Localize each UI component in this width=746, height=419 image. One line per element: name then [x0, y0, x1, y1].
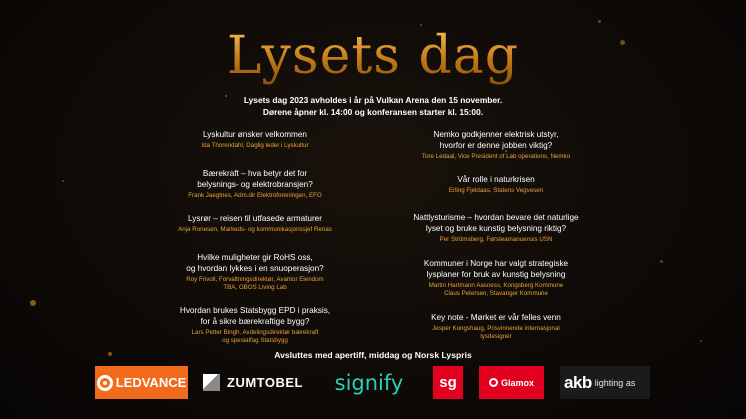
- ledvance-mark-icon: [97, 375, 113, 391]
- agenda-item-title: Vår rolle i naturkrisen: [457, 175, 535, 184]
- agenda-item-speaker: lysdesigner: [480, 333, 512, 341]
- agenda-item: [150, 168, 360, 200]
- agenda-item-speaker: Roy Frivoll, Forvaltningsdirektør, Avantor Eiendom: [186, 276, 324, 283]
- agenda-item-title: lyset og bruke kunstig belysning riktig?: [425, 224, 567, 233]
- agenda-item: [150, 129, 360, 150]
- agenda-item-title: Hvilke muligheter gir RoHS oss,: [197, 253, 313, 262]
- agenda-item: [150, 252, 360, 293]
- agenda-item-speaker: Frank Jaegtnes, Adm.dir Elektroforeningen, EFO: [188, 192, 322, 199]
- agenda-item-speaker: Lars Petter Bingh, Avdelingsdirektør bærekraft: [191, 329, 319, 336]
- glamox-mark-icon: [489, 378, 498, 387]
- agenda-item-title: belysnings- og elektrobransjen?: [197, 180, 313, 189]
- agenda-item-speaker: Tore Ledaal, Vice President of Lab operations, Nemko: [421, 153, 571, 160]
- agenda-item: [150, 213, 360, 234]
- signify-logo: [322, 366, 416, 399]
- agenda-item-title: Lysrør – reisen til utfasede armaturer: [188, 214, 322, 223]
- agenda-item-speaker: Ida Thorendahl, Daglig leder i Lyskultur: [201, 142, 309, 149]
- agenda-item: [150, 305, 360, 346]
- agenda-item-speaker: Erling Fjeldaas, Statens Vegvesen: [448, 187, 544, 194]
- agenda-item-speaker: TBA, OBOS Living Lab: [223, 284, 287, 292]
- agenda-item-title: Key note - Mørket er vår felles venn: [431, 313, 561, 322]
- agenda-item-title: Kommuner i Norge har valgt strategiske: [423, 259, 569, 268]
- glamox-logo-text: Glamox: [500, 377, 534, 388]
- agenda-item-title: Bærekraft – hva betyr det for: [202, 169, 308, 178]
- ledvance-logo: [95, 366, 188, 399]
- agenda-item: [385, 129, 607, 161]
- zumtobel-logo: [203, 366, 309, 399]
- agenda-item-title: hvorfor er denne jobben viktig?: [439, 141, 553, 150]
- agenda-item-speaker: Anja Ronesen, Markeds- og kommunikasjonssjef Renas: [178, 226, 332, 233]
- akb-logo: [560, 366, 650, 399]
- signify-logo-text: signify: [334, 370, 404, 395]
- agenda-item: [385, 212, 607, 244]
- intro-line: Lysets dag 2023 avholdes i år på Vulkan Arena den 15 november.: [243, 95, 503, 105]
- agenda-item: [385, 174, 607, 195]
- agenda-item-speaker: Claus Petersen, Stavanger Kommune: [444, 290, 548, 298]
- glamox-logo: [479, 366, 544, 399]
- sg-logo-text: sg: [439, 374, 457, 391]
- ledvance-logo-text: LEDVANCE: [115, 375, 187, 390]
- akb-logo-text: akb: [564, 372, 592, 392]
- agenda-item-speaker: og spesialfag Statsbygg: [222, 337, 288, 345]
- page-title: Lysets dag: [0, 26, 746, 86]
- agenda-item-title: Lyskultur ønsker velkommen: [203, 130, 307, 139]
- agenda-item-speaker: Jesper Kongshaug, Prisvinnende internasjonal: [432, 325, 560, 332]
- akb-logo-subtext: lighting as: [594, 377, 636, 388]
- intro-text: [0, 95, 746, 118]
- sg-logo: [433, 366, 463, 399]
- agenda-item-speaker: Martin Hartmann Aasness, Kongsberg Kommune: [428, 282, 564, 289]
- agenda-item-title: lysplaner for bruk av kunstig belysning: [426, 270, 566, 279]
- agenda-item-title: Hvordan brukes Statsbygg EPD i praksis,: [179, 306, 331, 315]
- agenda-item-title: for å sikre bærekraftige bygg?: [200, 317, 310, 326]
- agenda-item-speaker: Per Strömsberg, Førsteamanuensis USN: [439, 236, 553, 243]
- agenda-item: [385, 258, 607, 299]
- agenda-item-title: og hvordan lykkes i en snuoperasjon?: [186, 264, 324, 273]
- agenda-item-title: Nemko godkjenner elektrisk utstyr,: [433, 130, 559, 139]
- closing-text: Avsluttes med apertiff, middag og Norsk Lyspris: [274, 350, 472, 360]
- zumtobel-logo-text: ZUMTOBEL: [227, 375, 303, 390]
- intro-line: Dørene åpner kl. 14:00 og konferansen starter kl. 15:00.: [262, 106, 484, 117]
- agenda-item: [385, 312, 607, 342]
- zumtobel-mark-icon: [203, 374, 220, 391]
- agenda-item-title: Nattlysturisme – hvordan bevare det naturlige: [413, 213, 579, 222]
